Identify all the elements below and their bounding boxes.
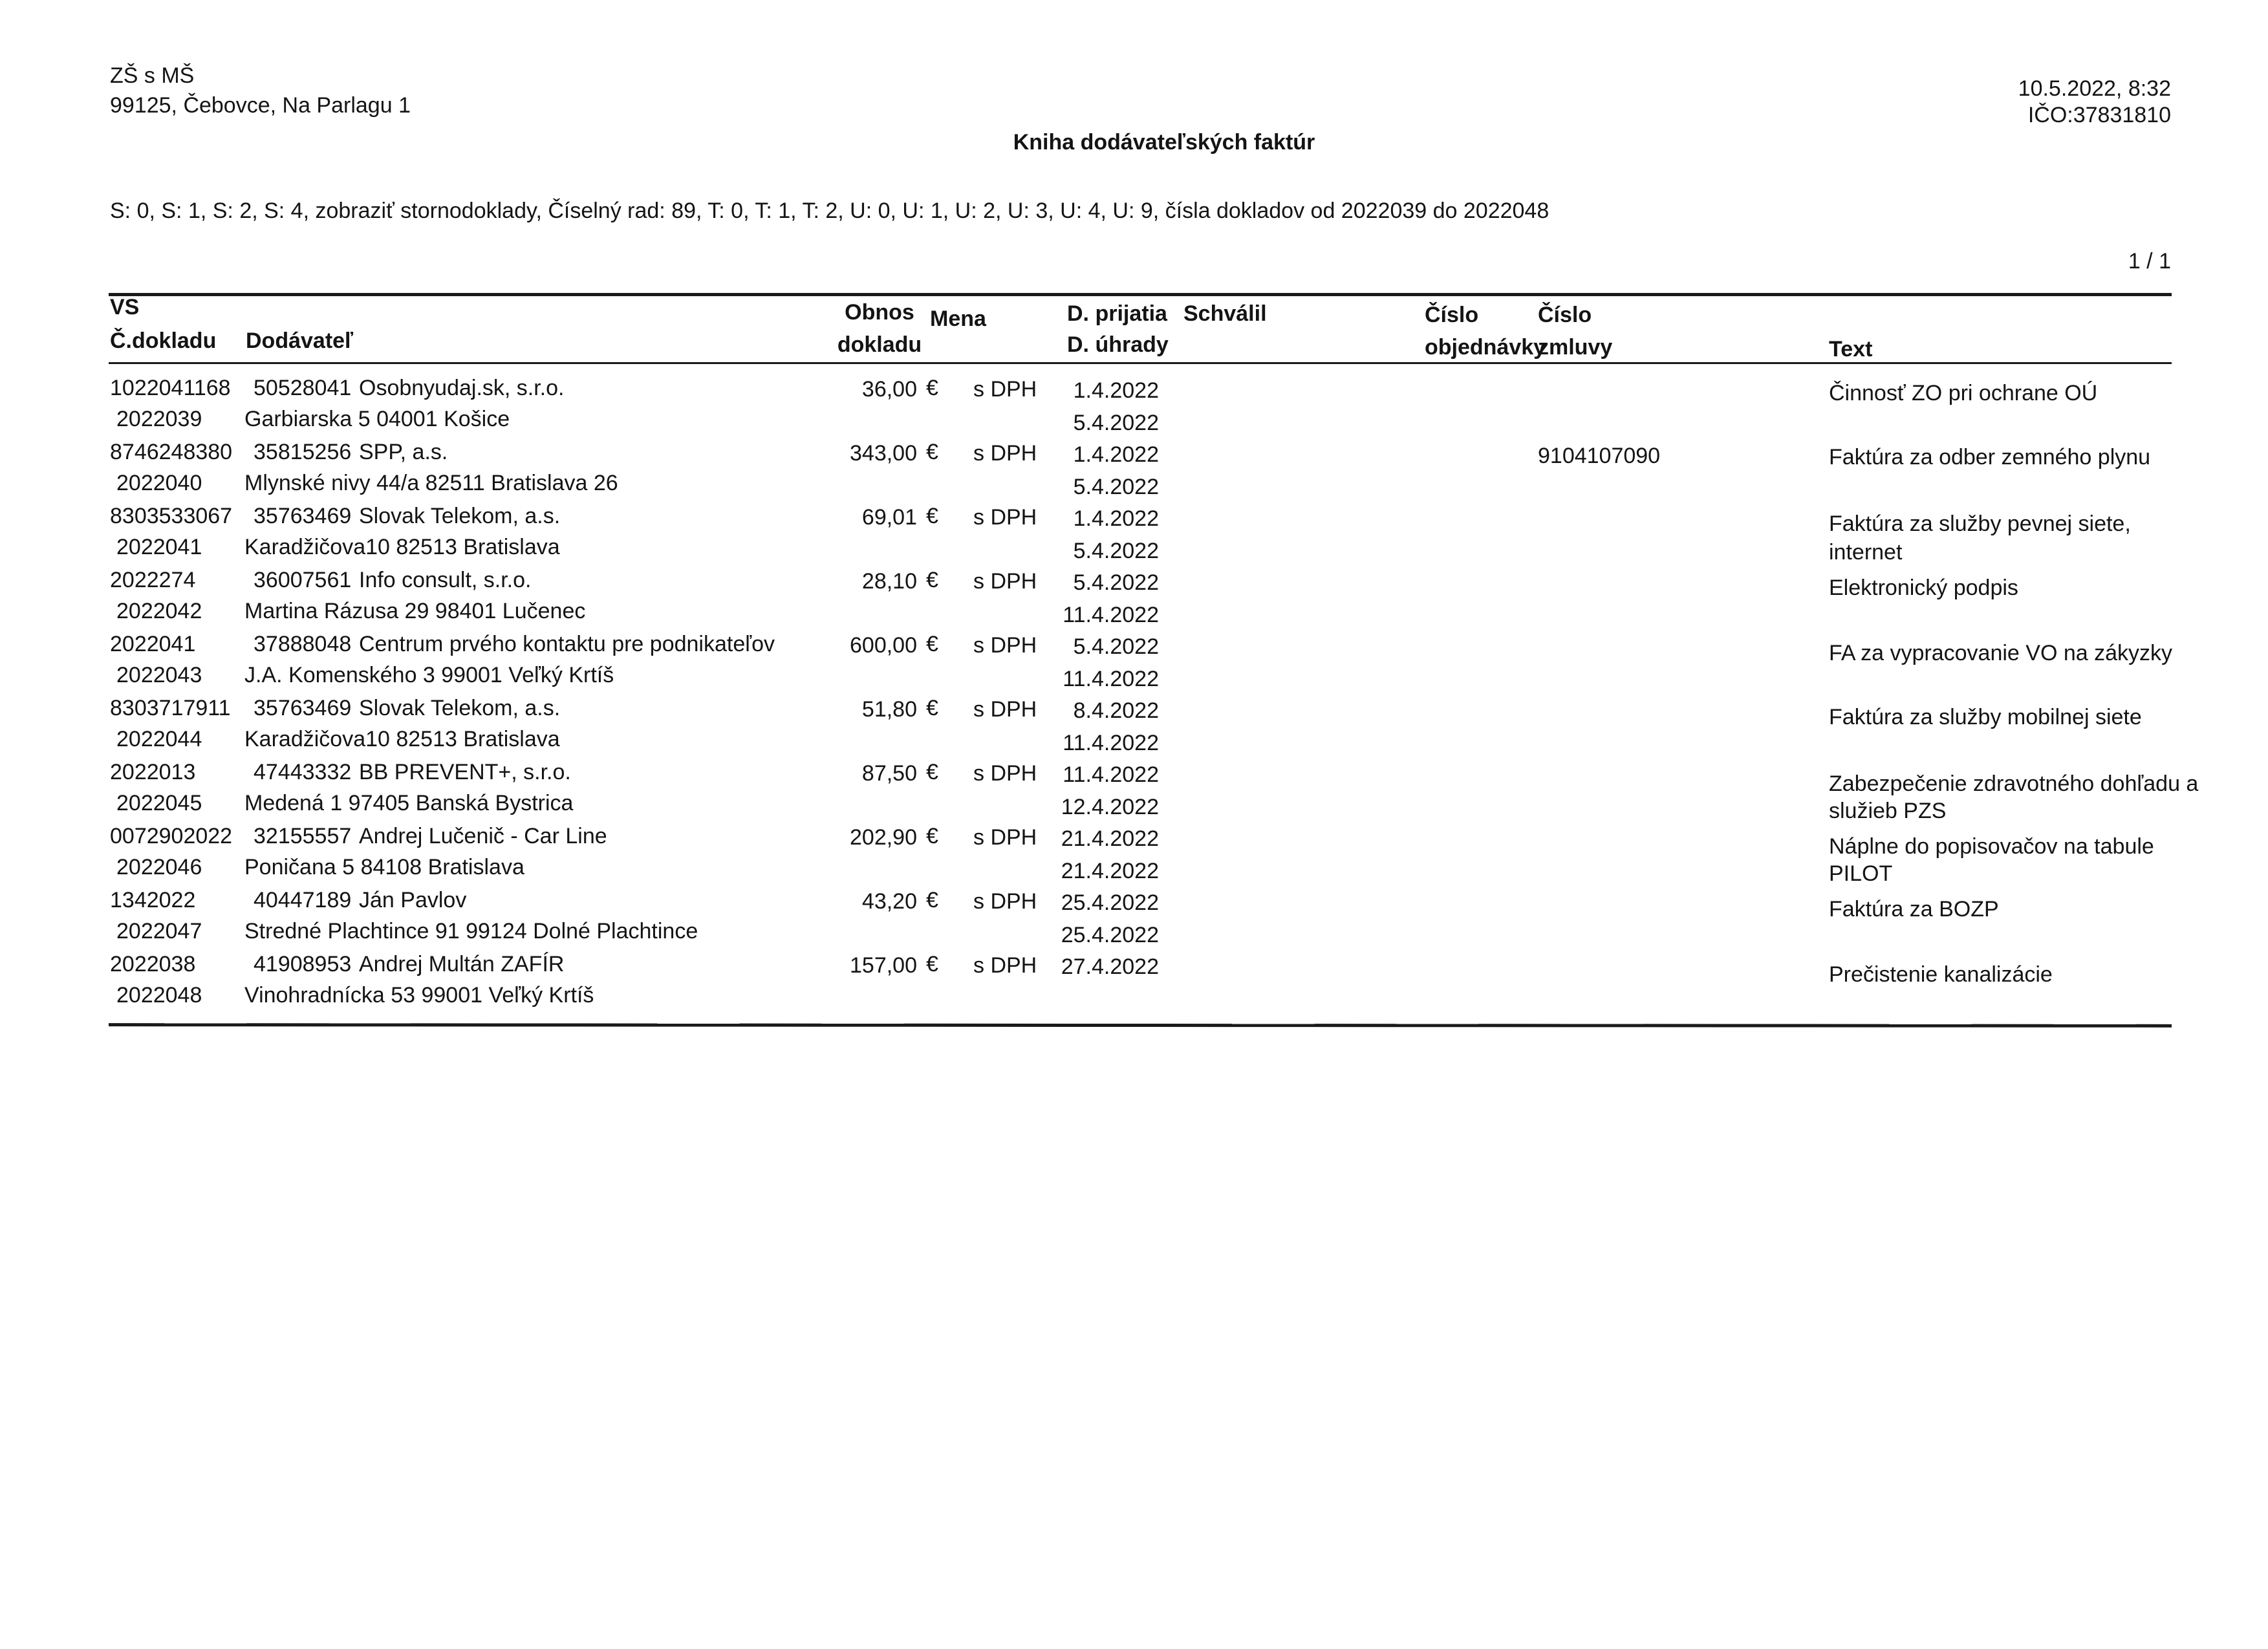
column-header-text: Text — [1829, 337, 1873, 361]
received-date-cell: 27.4.2022 — [1061, 954, 1159, 979]
text-cell: FA za vypracovanie VO na zákyzky — [1829, 641, 2173, 665]
org-address: 99125, Čebovce, Na Parlagu 1 — [110, 93, 411, 118]
currency-symbol-cell: € — [926, 760, 938, 784]
table-row — [0, 503, 2268, 568]
received-date-cell: 11.4.2022 — [1063, 762, 1159, 787]
doc-number-cell: 2022044 — [116, 727, 202, 751]
supplier-address-cell: Stredné Plachtince 91 99124 Dolné Plachtince — [244, 919, 698, 943]
doc-number-cell: 2022041 — [116, 535, 202, 559]
column-header-vs: VS — [110, 295, 140, 319]
received-date-cell: 21.4.2022 — [1061, 826, 1159, 851]
text-cell-line2: internet — [1829, 540, 1903, 565]
vs-cell: 8303717911 — [110, 696, 231, 720]
contract-number-cell: 9104107090 — [1538, 444, 1661, 468]
column-header-approved: Schválil — [1183, 301, 1267, 326]
supplier-id-cell: 37888048 — [254, 632, 352, 656]
vat-cell: s DPH — [973, 505, 1037, 530]
text-cell-line2: služieb PZS — [1829, 799, 1947, 823]
vat-cell: s DPH — [973, 697, 1037, 722]
payment-date-cell: 5.4.2022 — [1073, 539, 1159, 563]
vat-cell: s DPH — [973, 953, 1037, 978]
text-cell-line2: PILOT — [1829, 861, 1893, 886]
supplier-address-cell: J.A. Komenského 3 99001 Veľký Krtíš — [244, 663, 614, 687]
currency-symbol-cell: € — [926, 696, 938, 720]
supplier-name-cell: BB PREVENT+, s.r.o. — [359, 760, 571, 784]
received-date-cell: 8.4.2022 — [1073, 698, 1159, 723]
column-header-supplier: Dodávateľ — [246, 329, 354, 353]
supplier-address-cell: Poničana 5 84108 Bratislava — [244, 855, 524, 879]
text-cell: Faktúra za služby pevnej siete, — [1829, 512, 2131, 536]
table-row — [0, 823, 2268, 888]
table-row — [0, 951, 2268, 1016]
amount-cell: 202,90 — [850, 825, 917, 850]
vs-cell: 2022274 — [110, 568, 196, 592]
amount-cell: 343,00 — [850, 441, 917, 466]
page-number: 1 / 1 — [2128, 249, 2171, 274]
supplier-address-cell: Karadžičova10 82513 Bratislava — [244, 727, 560, 751]
currency-symbol-cell: € — [926, 824, 938, 848]
supplier-name-cell: Ján Pavlov — [359, 888, 467, 912]
amount-cell: 69,01 — [861, 505, 917, 530]
supplier-address-cell: Martina Rázusa 29 98401 Lučenec — [244, 599, 586, 623]
table-row — [0, 631, 2268, 696]
doc-number-cell: 2022042 — [116, 599, 202, 623]
amount-cell: 157,00 — [850, 953, 917, 978]
filter-criteria: S: 0, S: 1, S: 2, S: 4, zobraziť stornodoklady, Číselný rad: 89, T: 0, T: 1, T: 2, U: 0, U: 1, U: 2, U: 3, U: 4, U: 9, čísla dokladov od 2022039 do 2022048 — [110, 199, 1550, 223]
currency-symbol-cell: € — [926, 632, 938, 656]
column-header-contract-line1: Číslo — [1538, 303, 1592, 327]
text-cell: Zabezpečenie zdravotného dohľadu a — [1829, 771, 2199, 796]
supplier-name-cell: Andrej Lučenič - Car Line — [359, 824, 607, 848]
supplier-name-cell: Centrum prvého kontaktu pre podnikateľov — [359, 632, 775, 656]
column-header-order-line1: Číslo — [1425, 303, 1479, 327]
vs-cell: 1022041168 — [110, 376, 231, 400]
column-header-received-date: D. prijatia — [1067, 301, 1167, 326]
doc-number-cell: 2022040 — [116, 471, 202, 495]
doc-number-cell: 2022047 — [116, 919, 202, 943]
doc-number-cell: 2022039 — [116, 407, 202, 431]
supplier-id-cell: 35815256 — [254, 440, 352, 464]
amount-cell: 87,50 — [861, 761, 917, 786]
supplier-id-cell: 50528041 — [254, 376, 352, 400]
vs-cell: 2022041 — [110, 632, 196, 656]
amount-cell: 28,10 — [861, 569, 917, 594]
amount-cell: 43,20 — [861, 889, 917, 914]
payment-date-cell: 25.4.2022 — [1061, 923, 1159, 947]
text-cell: Náplne do popisovačov na tabule — [1829, 834, 2154, 859]
table-row — [0, 759, 2268, 824]
vat-cell: s DPH — [973, 377, 1037, 402]
column-header-payment-date: D. úhrady — [1067, 332, 1169, 357]
received-date-cell: 5.4.2022 — [1073, 634, 1159, 659]
supplier-id-cell: 32155557 — [254, 824, 352, 848]
amount-cell: 600,00 — [850, 633, 917, 658]
text-cell: Faktúra za odber zemného plynu — [1829, 445, 2151, 469]
text-cell: Činnosť ZO pri ochrane OÚ — [1829, 381, 2098, 405]
doc-number-cell: 2022045 — [116, 791, 202, 815]
doc-number-cell: 2022043 — [116, 663, 202, 687]
received-date-cell: 1.4.2022 — [1073, 442, 1159, 467]
supplier-name-cell: Info consult, s.r.o. — [359, 568, 532, 592]
vat-cell: s DPH — [973, 569, 1037, 594]
table-row — [0, 567, 2268, 632]
report-title: Kniha dodávateľských faktúr — [1013, 130, 1315, 155]
amount-cell: 36,00 — [861, 377, 917, 402]
supplier-address-cell: Medená 1 97405 Banská Bystrica — [244, 791, 574, 815]
supplier-id-cell: 36007561 — [254, 568, 352, 592]
supplier-address-cell: Mlynské nivy 44/a 82511 Bratislava 26 — [244, 471, 618, 495]
header-top-rule — [109, 293, 2172, 296]
supplier-id-cell: 35763469 — [254, 696, 352, 720]
column-header-currency: Mena — [930, 307, 986, 331]
table-row — [0, 695, 2268, 760]
supplier-id-cell: 41908953 — [254, 952, 352, 976]
table-row — [0, 887, 2268, 952]
table-row — [0, 439, 2268, 504]
currency-symbol-cell: € — [926, 376, 938, 400]
column-header-amount-line1: Obnos — [845, 300, 914, 325]
supplier-name-cell: Slovak Telekom, a.s. — [359, 504, 561, 528]
currency-symbol-cell: € — [926, 952, 938, 976]
vs-cell: 1342022 — [110, 888, 196, 912]
vat-cell: s DPH — [973, 441, 1037, 466]
received-date-cell: 1.4.2022 — [1073, 378, 1159, 403]
payment-date-cell: 12.4.2022 — [1061, 795, 1159, 819]
vat-cell: s DPH — [973, 633, 1037, 658]
report-timestamp: 10.5.2022, 8:32 — [2018, 76, 2171, 101]
currency-symbol-cell: € — [926, 568, 938, 592]
text-cell: Faktúra za služby mobilnej siete — [1829, 705, 2142, 729]
currency-symbol-cell: € — [926, 504, 938, 528]
supplier-id-cell: 35763469 — [254, 504, 352, 528]
column-header-doc-number: Č.dokladu — [110, 329, 217, 353]
currency-symbol-cell: € — [926, 888, 938, 912]
supplier-name-cell: Andrej Multán ZAFÍR — [359, 952, 565, 976]
column-header-order-line2: objednávky — [1425, 335, 1546, 360]
column-header-amount-line2: dokladu — [837, 332, 922, 357]
received-date-cell: 5.4.2022 — [1073, 570, 1159, 595]
supplier-name-cell: Osobnyudaj.sk, s.r.o. — [359, 376, 565, 400]
vat-cell: s DPH — [973, 761, 1037, 786]
org-name: ZŠ s MŠ — [110, 63, 195, 88]
text-cell: Faktúra za BOZP — [1829, 897, 1999, 921]
received-date-cell: 1.4.2022 — [1073, 506, 1159, 531]
vat-cell: s DPH — [973, 889, 1037, 914]
supplier-name-cell: Slovak Telekom, a.s. — [359, 696, 561, 720]
payment-date-cell: 11.4.2022 — [1063, 603, 1159, 627]
vs-cell: 0072902022 — [110, 824, 233, 848]
header-bottom-rule — [109, 362, 2172, 364]
supplier-id-cell: 40447189 — [254, 888, 352, 912]
amount-cell: 51,80 — [861, 697, 917, 722]
doc-number-cell: 2022046 — [116, 855, 202, 879]
supplier-id-cell: 47443332 — [254, 760, 352, 784]
currency-symbol-cell: € — [926, 440, 938, 464]
supplier-address-cell: Garbiarska 5 04001 Košice — [244, 407, 510, 431]
payment-date-cell: 21.4.2022 — [1061, 859, 1159, 883]
vs-cell: 2022013 — [110, 760, 196, 784]
text-cell: Elektronický podpis — [1829, 576, 2018, 600]
vs-cell: 8746248380 — [110, 440, 233, 464]
payment-date-cell: 11.4.2022 — [1063, 731, 1159, 755]
text-cell: Prečistenie kanalizácie — [1829, 962, 2053, 987]
payment-date-cell: 5.4.2022 — [1073, 475, 1159, 499]
vs-cell: 2022038 — [110, 952, 196, 976]
payment-date-cell: 5.4.2022 — [1073, 411, 1159, 435]
column-header-contract-line2: zmluvy — [1538, 335, 1613, 360]
doc-number-cell: 2022048 — [116, 983, 202, 1008]
table-bottom-rule — [109, 1023, 2172, 1028]
table-row — [0, 375, 2268, 440]
ico-number: IČO:37831810 — [2027, 103, 2171, 127]
payment-date-cell: 11.4.2022 — [1063, 667, 1159, 691]
received-date-cell: 25.4.2022 — [1061, 890, 1159, 915]
vat-cell: s DPH — [973, 825, 1037, 850]
supplier-name-cell: SPP, a.s. — [359, 440, 448, 464]
vs-cell: 8303533067 — [110, 504, 233, 528]
supplier-address-cell: Vinohradnícka 53 99001 Veľký Krtíš — [244, 983, 594, 1008]
supplier-address-cell: Karadžičova10 82513 Bratislava — [244, 535, 560, 559]
